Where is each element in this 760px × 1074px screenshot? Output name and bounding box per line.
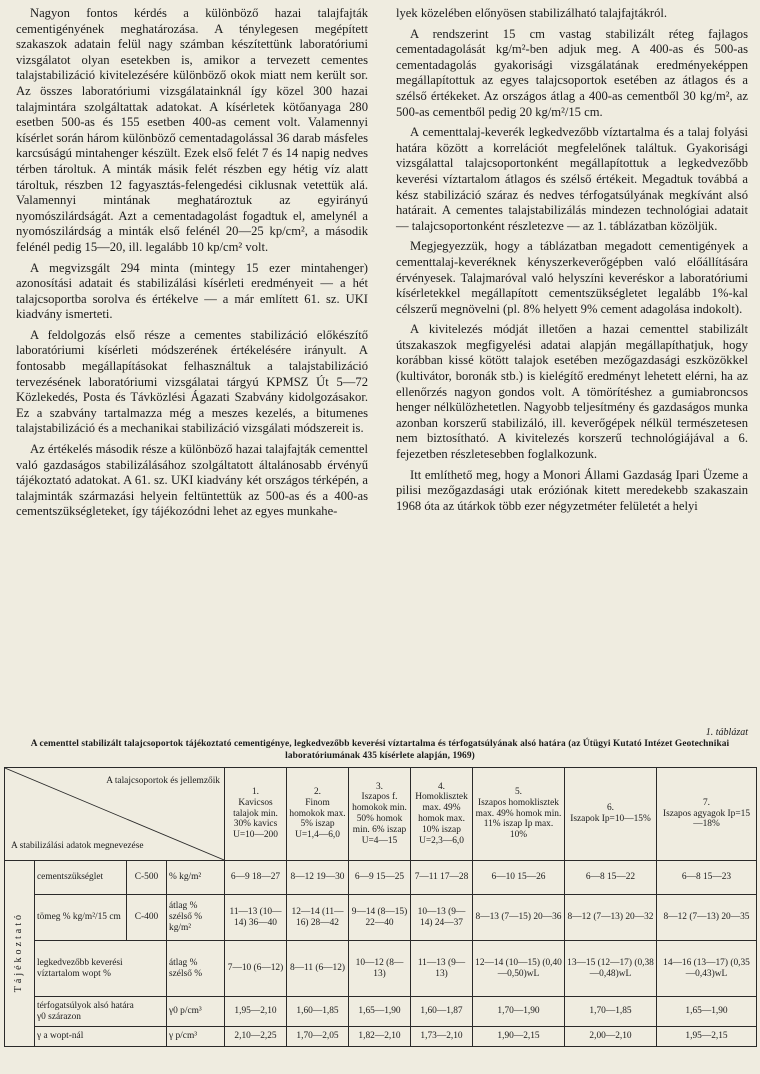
row-label: γ a wopt-nál	[35, 1027, 167, 1047]
value-cell: 13—15 (12—17) (0,38—0,48)wL	[565, 941, 657, 997]
value-cell: 1,65—1,90	[657, 997, 757, 1027]
paragraph: Nagyon fontos kérdés a különböző hazai talajfajták cementigényének meghatározása. A ténylegesen megépített szakaszok adatain felül nagy számban készítettünk laboratóriumi vizsgálatot olyan esetekben is, amikor a tervezett cementes talajstabilizáció kivitelezésére különböző okok miatt nem került sor. Az összes laboratóriumi vizsgálatainknál így közel 300 hazai talajmintára szolgáltattak adatokat. A kísérletek kötőanyaga 280 esetben 500-as és 155 esetben 400-as cement volt. Valamennyi kísérlet során három különböző cementadagolással 36 darab másfeles karcsúságú mintahenger készült. Ezek első felét 7 és 14 napig nedves térben tároltuk. A minták másik felét részben egy hétig víz alatt tároltuk, részben 12 fagyasztás-felengedési ciklusnak vetettük alá. Valamennyi mintának meghatároztuk az egyirányú nyomószilárdságát. Azt a cementadagolást fogadtuk el, amelynél a nyomószilárdság a minták első felénél 20—25 kp/cm², a második felénél pedig 15—20, ill. legalább 10 kp/cm² volt.	[16, 6, 368, 254]
unit-cell: γ0 p/cm³	[167, 997, 225, 1027]
unit-cell: % kg/m²	[167, 861, 225, 895]
corner-top-label: A talajcsoportok és jellemzőik	[106, 776, 220, 786]
unit-cell: átlag % szélső % kg/m²	[167, 895, 225, 941]
value-cell: 1,73—2,10	[411, 1027, 473, 1047]
table-row	[5, 861, 757, 895]
value-cell: 6—9 18—27	[225, 861, 287, 895]
side-label-cell	[5, 861, 35, 1047]
value-cell: 12—14 (11—16) 28—42	[287, 895, 349, 941]
paragraph: Megjegyezzük, hogy a táblázatban megadott cementigények a cementtalaj-keveréknek kényszerkeverőgépben való előállítására érvényesek. Talajmaróval való helyszíni keveréskor a laboratóriumi kísérletekkel megállapított cementszükségletet legalább 1%-kal célszerű megnövelni (pl. 8% helyett 9% cement adagolása indokolt).	[396, 239, 748, 316]
paragraph: A megvizsgált 294 minta (mintegy 15 ezer mintahenger) azonosítási adatait és stabilizálási kísérleti eredményeit — a hét talajcsoportba sorolva és értékelve — a már említett 61. sz. UKI kiadvány ismerteti.	[16, 260, 368, 322]
value-cell: 1,82—2,10	[349, 1027, 411, 1047]
value-cell: 1,95—2,10	[225, 997, 287, 1027]
value-cell: 6—8 15—23	[657, 861, 757, 895]
value-cell: 12—14 (10—15) (0,40—0,50)wL	[473, 941, 565, 997]
left-text-column	[16, 6, 368, 525]
table-row	[5, 1027, 757, 1047]
paragraph-continuation: lyek közelében előnyösen stabilizálható talajfajtákról.	[396, 6, 668, 20]
cement-type: C-400	[127, 895, 167, 941]
table-row	[5, 895, 757, 941]
right-text-column	[396, 6, 748, 519]
value-cell: 1,60—1,87	[411, 997, 473, 1027]
value-cell: 6—8 15—22	[565, 861, 657, 895]
value-cell: 1,70—1,85	[565, 997, 657, 1027]
value-cell: 6—10 15—26	[473, 861, 565, 895]
value-cell: 11—13 (9—13)	[411, 941, 473, 997]
paragraph: A kivitelezés módját illetően a hazai cementtel stabilizált útszakaszok megfigyelési adatai alapján megállapíthatjuk, hogy korábban kissé kötött talajok esetében mezőgazdasági eszközökkel (kultivátor, boronák stb.) is kielégítő eredményt lehetett elérni, ha az ellenőrzés nagyon gondos volt. A tömörítéshez a gumiabroncsos henger nélkülözhetetlen. Nagyobb teljesítmény és gazdaságos munka azonban korszerű stabilizáló, ill. keverőgépek nélkül természetesen nem biztosítható. A kivitelezés korszerű technológiájával a 6. fejezetben részletesebben foglalkozunk.	[396, 322, 748, 462]
corner-bottom-label: A stabilizálási adatok megnevezése	[11, 841, 144, 852]
value-cell: 2,00—2,10	[565, 1027, 657, 1047]
value-cell: 2,10—2,25	[225, 1027, 287, 1047]
value-cell: 8—13 (7—15) 20—36	[473, 895, 565, 941]
group-header: 5. Iszapos homoklisztek max. 49% homok min. 11% iszap Ip max. 10%	[473, 768, 565, 861]
group-header: 7. Iszapos agyagok Ip=15—18%	[657, 768, 757, 861]
header-row	[5, 768, 757, 861]
group-header: 6. Iszapok Ip=10—15%	[565, 768, 657, 861]
row-label: legkedvezőbb keverési víztartalom wopt %	[35, 941, 167, 997]
value-cell: 9—14 (8—15) 22—40	[349, 895, 411, 941]
row-label: tömeg % kg/m²/15 cm	[35, 895, 127, 941]
value-cell: 7—10 (6—12)	[225, 941, 287, 997]
row-label: térfogatsúlyok alsó határa γ0 szárazon	[35, 997, 167, 1027]
paragraph: A cementtalaj-keverék legkedvezőbb víztartalma és a talaj folyási határa között a korrelációt megfelelőnek találtuk. Gyakorisági vizsgálattal talajcsoportonként megállapítottuk a legkedvezőbb keverési víztartalom átlagos és szélső értékeit. Megadtuk továbbá a kész stabilizáció száraz és nedves térfogatsúlyának megkívánt alsó határait. A cementes talajstabilizálás mindezen technológiai adatait — talajcsoportonként részletezve — az 1. táblázatban közöljük.	[396, 125, 748, 233]
value-cell: 1,90—2,15	[473, 1027, 565, 1047]
value-cell: 7—11 17—28	[411, 861, 473, 895]
group-header: 2. Finom homokok max. 5% iszap U=1,4—6,0	[287, 768, 349, 861]
value-cell: 10—13 (9—14) 24—37	[411, 895, 473, 941]
paragraph: A rendszerint 15 cm vastag stabilizált réteg fajlagos cementadagolását kg/m²-ben adjuk meg. A 400-as és 500-as cementadagolás gyakorisági vizsgálatának eredményeképpen megállapítottuk az egyes talajcsoportok esetében az átlagos és a szélső értékeket. Az országos átlag a 400-as cementből 30 kg/m², az 500-as cementből pedig 20 kg/m²/15 cm.	[396, 26, 748, 119]
value-cell: 11—13 (10—14) 36—40	[225, 895, 287, 941]
row-label: cementszükséglet	[35, 861, 127, 895]
data-table	[4, 767, 757, 1047]
value-cell: 1,95—2,15	[657, 1027, 757, 1047]
unit-cell: átlag % szélső %	[167, 941, 225, 997]
value-cell: 14—16 (13—17) (0,35—0,43)wL	[657, 941, 757, 997]
table-1	[4, 727, 756, 1047]
group-header: 1. Kavicsos talajok min. 30% kavics U=10—200	[225, 768, 287, 861]
paragraph: Az értékelés második része a különböző hazai talajfajták cementtel való gazdaságos stabilizálásához szolgáltatott általánosabb érvényű tájékoztató adatokat. A 61. sz. UKI kiadvány két országos térképén, a talajminták származási helyein feltüntettük az 500-as és a 400-as cementszükségleteket, így tájékozódni lehet az egyes munkahe-	[16, 442, 368, 519]
group-header: 3. Iszapos f. homokok min. 50% homok min. 6% iszap U=4—15	[349, 768, 411, 861]
value-cell: 6—9 15—25	[349, 861, 411, 895]
cement-type: C-500	[127, 861, 167, 895]
value-cell: 8—11 (6—12)	[287, 941, 349, 997]
table-row	[5, 997, 757, 1027]
table-number: 1. táblázat	[705, 727, 748, 738]
value-cell: 1,60—1,85	[287, 997, 349, 1027]
paragraph: Itt említhető meg, hogy a Monori Állami Gazdaság Ipari Üzeme a pilisi mezőgazdasági utak eróziónak kitett meredekebb szakaszain 1968 óta az útárkok több ezer négyzetméter felületét a helyi	[396, 467, 748, 513]
value-cell: 8—12 (7—13) 20—35	[657, 895, 757, 941]
unit-cell: γ p/cm³	[167, 1027, 225, 1047]
paragraph: A feldolgozás első része a cementes stabilizáció előkészítő laboratóriumi kísérleti módszerének értékelésére irányult. A fontosabb megállapításokat felhasználtuk a talajstabilizáció tervezésének laboratóriumi vizsgálatai tárgyú KPMSZ Út 5—72 Közlekedés, Posta és Távközlési Ágazati Szabvány kidolgozásakor. Ez a szabvány tartalmazza még a meszes kezelés, a bitumenes talajstabilizáció és a mechanikai stabilizáció vizsgálati módszereit is.	[16, 327, 368, 436]
table-row	[5, 941, 757, 997]
side-label: Tájékoztató	[13, 911, 25, 992]
value-cell: 8—12 19—30	[287, 861, 349, 895]
value-cell: 1,70—1,90	[473, 997, 565, 1027]
value-cell: 8—12 (7—13) 20—32	[565, 895, 657, 941]
value-cell: 1,65—1,90	[349, 997, 411, 1027]
value-cell: 10—12 (8—13)	[349, 941, 411, 997]
table-caption: A cementtel stabilizált talajcsoportok tájékoztató cementigénye, legkedvezőbb keverési víztartalma és térfogatsúlyának alsó határa (az Útügyi Kutató Intézet Geotechnikai laboratóriumának 435 kísérlete alapján, 1969)	[30, 739, 730, 761]
corner-header	[5, 768, 225, 861]
value-cell: 1,70—2,05	[287, 1027, 349, 1047]
group-header: 4. Homoklisztek max. 49% homok max. 10% iszap U=2,3—6,0	[411, 768, 473, 861]
